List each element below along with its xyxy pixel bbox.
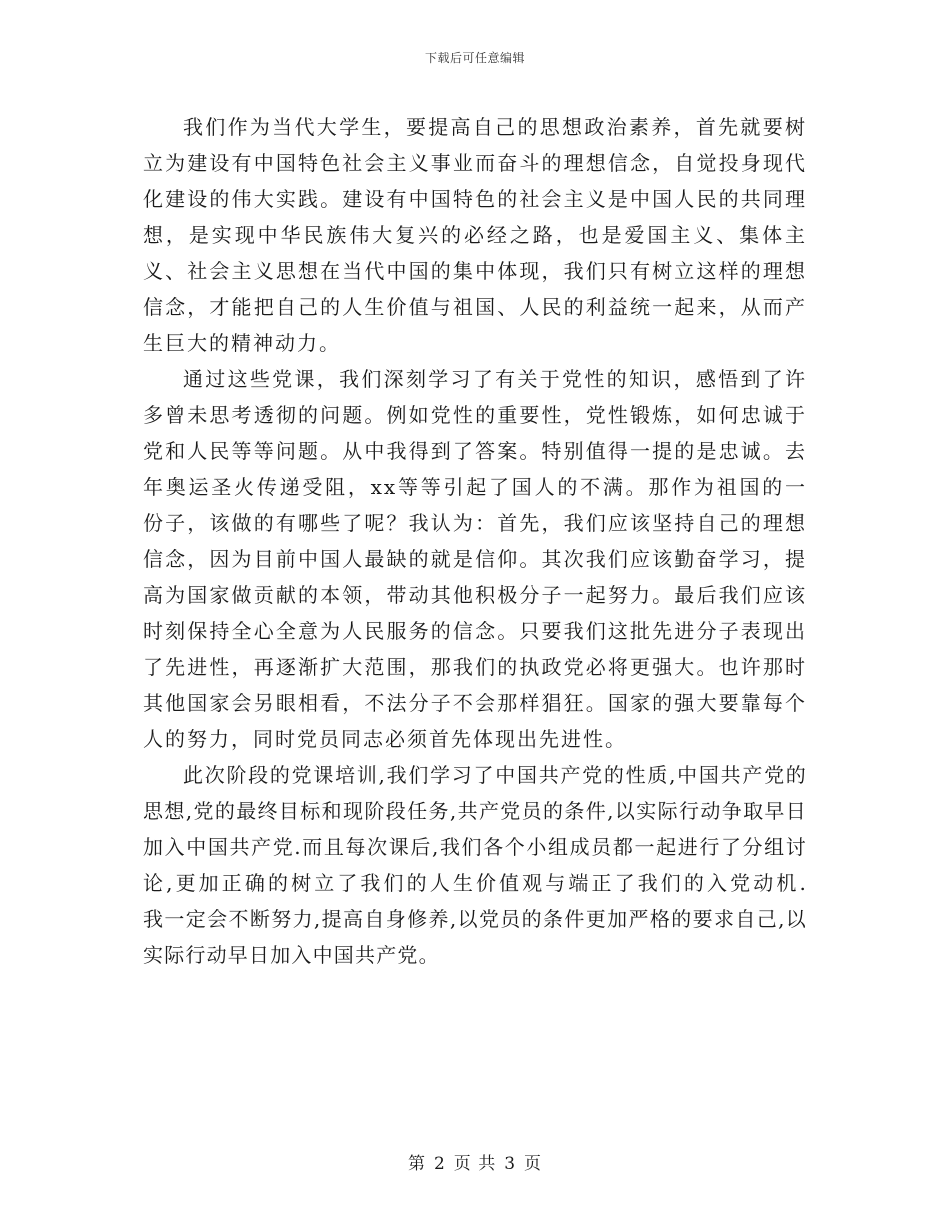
page-footer: [0, 1153, 950, 1175]
footer-suffix: 页: [524, 1154, 543, 1174]
current-page-number: 2: [433, 1154, 446, 1174]
paragraph-3: 此次阶段的党课培训,我们学习了中国共产党的性质,中国共产党的思想,党的最终目标和现阶段任务,共产党员的条件,以实际行动争取早日加入中国共产党.而且每次课后,我们各个小组成员都一起进行了分组讨论,更加正确的树立了我们的人生价值观与端正了我们的入党动机. 我一定会不断努力,提高自身修养,以党员的条件更加严格的要求自己,以实际行动早日加入中国共产党。: [143, 763, 850, 967]
total-page-number: 3: [504, 1154, 517, 1174]
footer-middle: 页 共: [453, 1154, 497, 1174]
paragraph-1: 我们作为当代大学生，要提高自己的思想政治素养，首先就要树立为建设有中国特色社会主义事业而奋斗的理想信念，自觉投身现代化建设的伟大实践。建设有中国特色的社会主义是中国人民的共同理想，是实现中华民族伟大复兴的必经之路，也是爱国主义、集体主义、社会主义思想在当代中国的集中体现，我们只有树立这样的理想信念，才能把自己的人生价值与祖国、人民的利益统一起来，从而产生巨大的精神动力。: [143, 115, 807, 355]
paragraph-2: 通过这些党课，我们深刻学习了有关于党性的知识，感悟到了许多曾未思考透彻的问题。例如党性的重要性，党性锻炼，如何忠诚于党和人民等等问题。从中我得到了答案。特别值得一提的是忠诚。去年奥运圣火传递受阻，xx等等引起了国人的不满。那作为祖国的一份子，该做的有哪些了呢？我认为：首先，我们应该坚持自己的理想信念，因为目前中国人最缺的就是信仰。其次我们应该勤奋学习，提高为国家做贡献的本领，带动其他积极分子一起努力。最后我们应该时刻保持全心全意为人民服务的信念。只要我们这批先进分子表现出了先进性，再逐渐扩大范围，那我们的执政党必将更强大。也许那时其他国家会另眼相看，不法分子不会那样猖狂。国家的强大要靠每个人的努力，同时党员同志必须首先体现出先进性。: [143, 367, 807, 751]
footer-prefix: 第: [407, 1154, 426, 1174]
document-body: [143, 109, 850, 973]
page-header: 下载后可任意编辑: [424, 51, 525, 65]
